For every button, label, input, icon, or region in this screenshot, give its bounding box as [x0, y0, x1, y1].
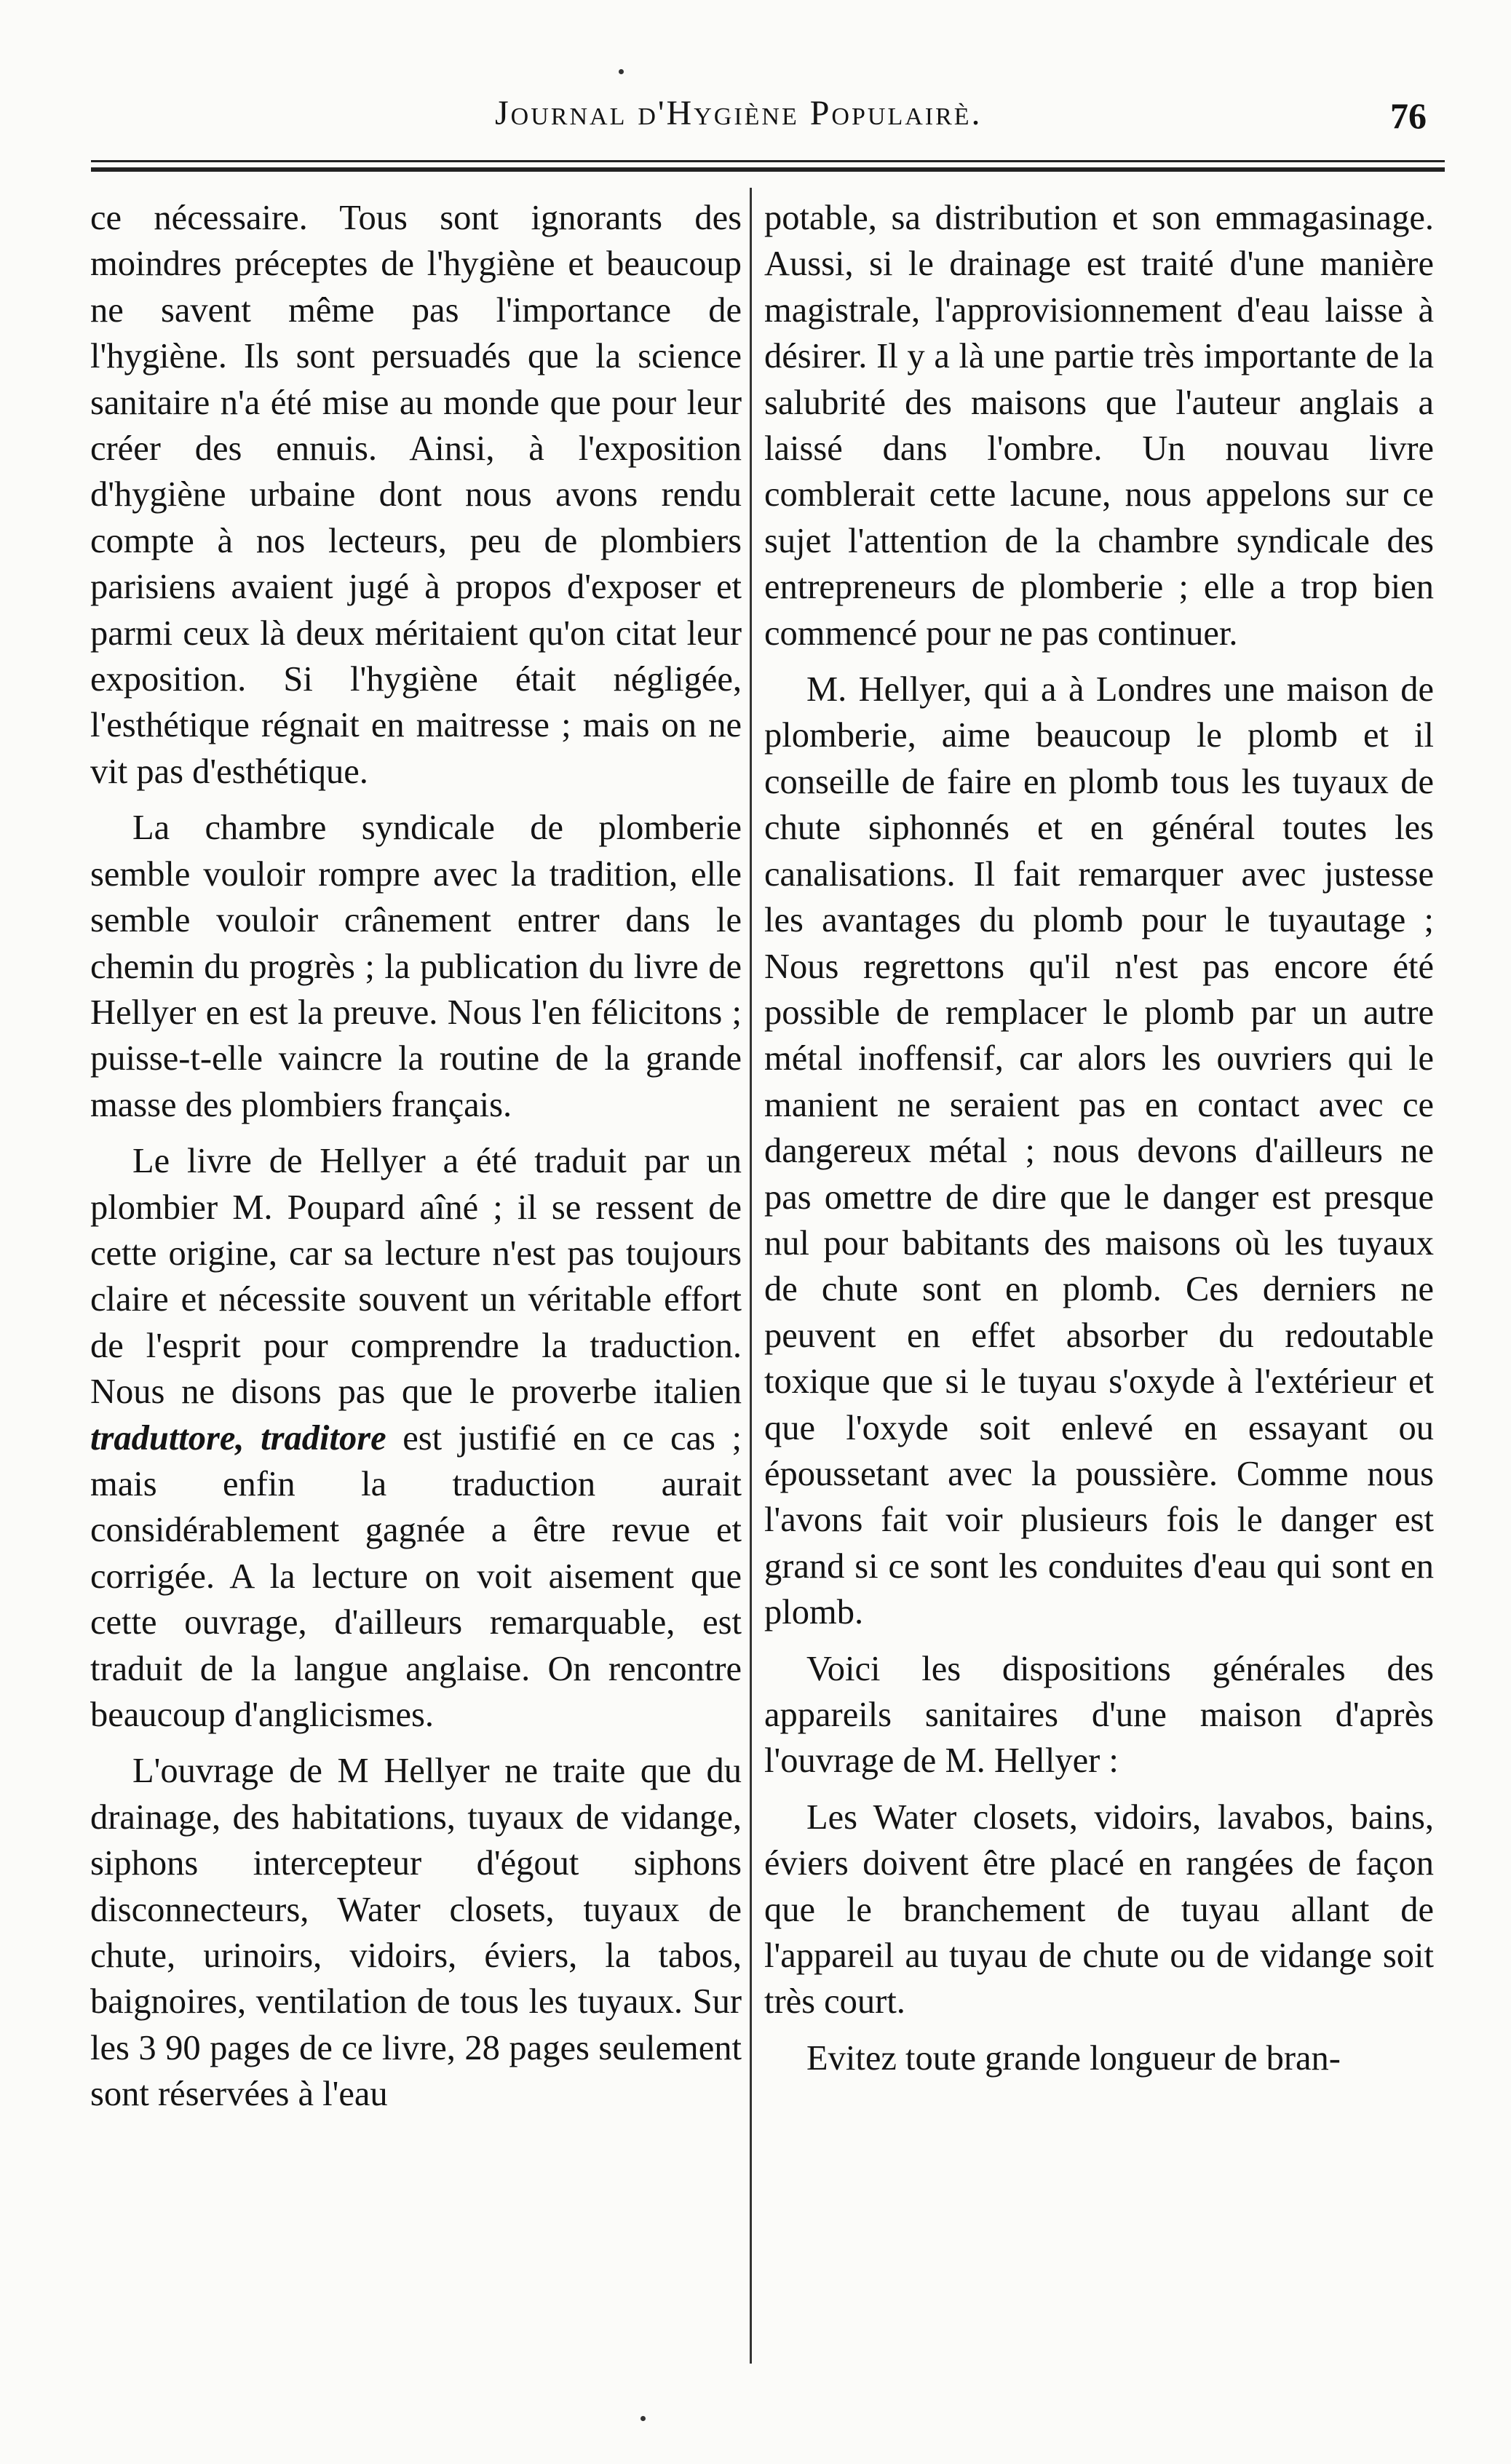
- right-paragraph-2: M. Hellyer, qui a à Londres une maison de plomberie, aime beaucoup le plomb et il conseille de faire en plomb tous les tuyaux de chute siphonnés et en général toutes les canalisations. Il fait remarquer avec justesse les avantages du plomb pour le tuyautage ; Nous regrettons qu'il n'est pas encore été possible de remplacer le plomb par un autre métal inoffensif, car alors les ouvriers qui le manient ne seraient pas en contact avec ce dangereux métal ; nous devons d'ailleurs ne pas omettre de dire que le danger est presque nul pour babitants des maisons où les tuyaux de chute sont en plomb. Ces derniers ne peuvent en effet absorber du redoutable toxique que si le tuyau s'oxyde à l'extérieur et que l'oxyde soit enlevé en essayant ou époussetant avec la poussière. Comme nous l'avons fait voir plusieurs fois le danger est grand si ce sont les conduites d'eau qui sont en plomb.: [764, 670, 1434, 1632]
- left-paragraph-3-end: est justifié en ce cas ; mais enfin la traduction aurait considérablement gagnée a être revue et corrigée. A la lecture on voit aisement que cette ouvrage, d'ailleurs remarquable, est traduit de la langue anglaise. On rencontre beaucoup d'anglicismes.: [90, 1418, 742, 1734]
- right-paragraph-4: Les Water closets, vidoirs, lavabos, bains, éviers doivent être placé en rangées de façon que le branchement de tuyau allant de l'appareil au tuyau de chute ou de vidange soit très court.: [764, 1797, 1434, 2022]
- page-number: 76: [1390, 95, 1427, 136]
- header-rule-thick: [91, 167, 1445, 172]
- right-paragraph-5: Evitez toute grande longueur de bran-: [806, 2038, 1341, 2078]
- page-header: [466, 93, 1434, 151]
- column-divider: [750, 188, 752, 2364]
- left-paragraph-2: La chambre syndicale de plomberie semble vouloir rompre avec la tradition, elle semble vouloir crânement entrer dans le chemin du progrès ; la publication du livre de Hellyer en est la preuve. Nous l'en félicitons ; puisse-t-elle vaincre la routine de la grande masse des plombiers français.: [90, 808, 742, 1124]
- left-column: [90, 195, 742, 2118]
- italian-proverb: traduttore, traditore: [90, 1418, 386, 1458]
- right-paragraph-3: Voici les dispositions générales des appareils sanitaires d'une maison d'après l'ouvrage de M. Hellyer :: [764, 1649, 1434, 1781]
- left-paragraph-1: ce nécessaire. Tous sont ignorants des moindres préceptes de l'hygiène et beaucoup ne savent même pas l'importance de l'hygiène. Ils sont persuadés que la science sanitaire n'a été mise au monde que pour leur créer des ennuis. Ainsi, à l'exposition d'hygiène urbaine dont nous avons rendu compte à nos lecteurs, peu de plombiers parisiens avaient jugé à propos d'exposer et parmi ceux là deux méritaient qu'on citat leur exposition. Si l'hygiène était négligée, l'esthétique régnait en maitresse ; mais on ne vit pas d'esthétique.: [90, 199, 742, 791]
- bottom-printer-dot: [641, 2416, 646, 2421]
- left-paragraph-4: L'ouvrage de M Hellyer ne traite que du drainage, des habitations, tuyaux de vidange, siphons intercepteur d'égout siphons disconnecteurs, Water closets, tuyaux de chute, urinoirs, vidoirs, éviers, la tabos, baignoires, ventilation de tous les tuyaux. Sur les 3 90 pages de ce livre, 28 pages seulement sont réservées à l'eau: [90, 1752, 742, 2114]
- right-paragraph-1: potable, sa distribution et son emmagasinage. Aussi, si le drainage est traité d'une manière magistrale, l'approvisionnement d'eau laisse à désirer. Il y a là une partie très importante de la salubrité des maisons que l'auteur anglais a laissé dans l'ombre. Un nouvau livre comblerait cette lacune, nous appelons sur ce sujet l'attention de la chambre syndicale des entrepreneurs de plomberie ; elle a trop bien commencé pour ne pas continuer.: [764, 199, 1434, 653]
- left-paragraph-3-start: Le livre de Hellyer a été traduit par un plombier M. Poupard aîné ; il se ressent de cette origine, car sa lecture n'est pas toujours claire et nécessite souvent un véritable effort de l'esprit pour comprendre la traduction. Nous ne disons pas que le proverbe italien: [90, 1142, 742, 1412]
- right-column: [764, 195, 1434, 2081]
- running-title: Journal d'Hygiène Populairè.: [495, 94, 983, 132]
- left-paragraph-3: [90, 1138, 742, 1738]
- header-rule-thin: [91, 160, 1445, 162]
- top-printer-dot: [619, 69, 624, 74]
